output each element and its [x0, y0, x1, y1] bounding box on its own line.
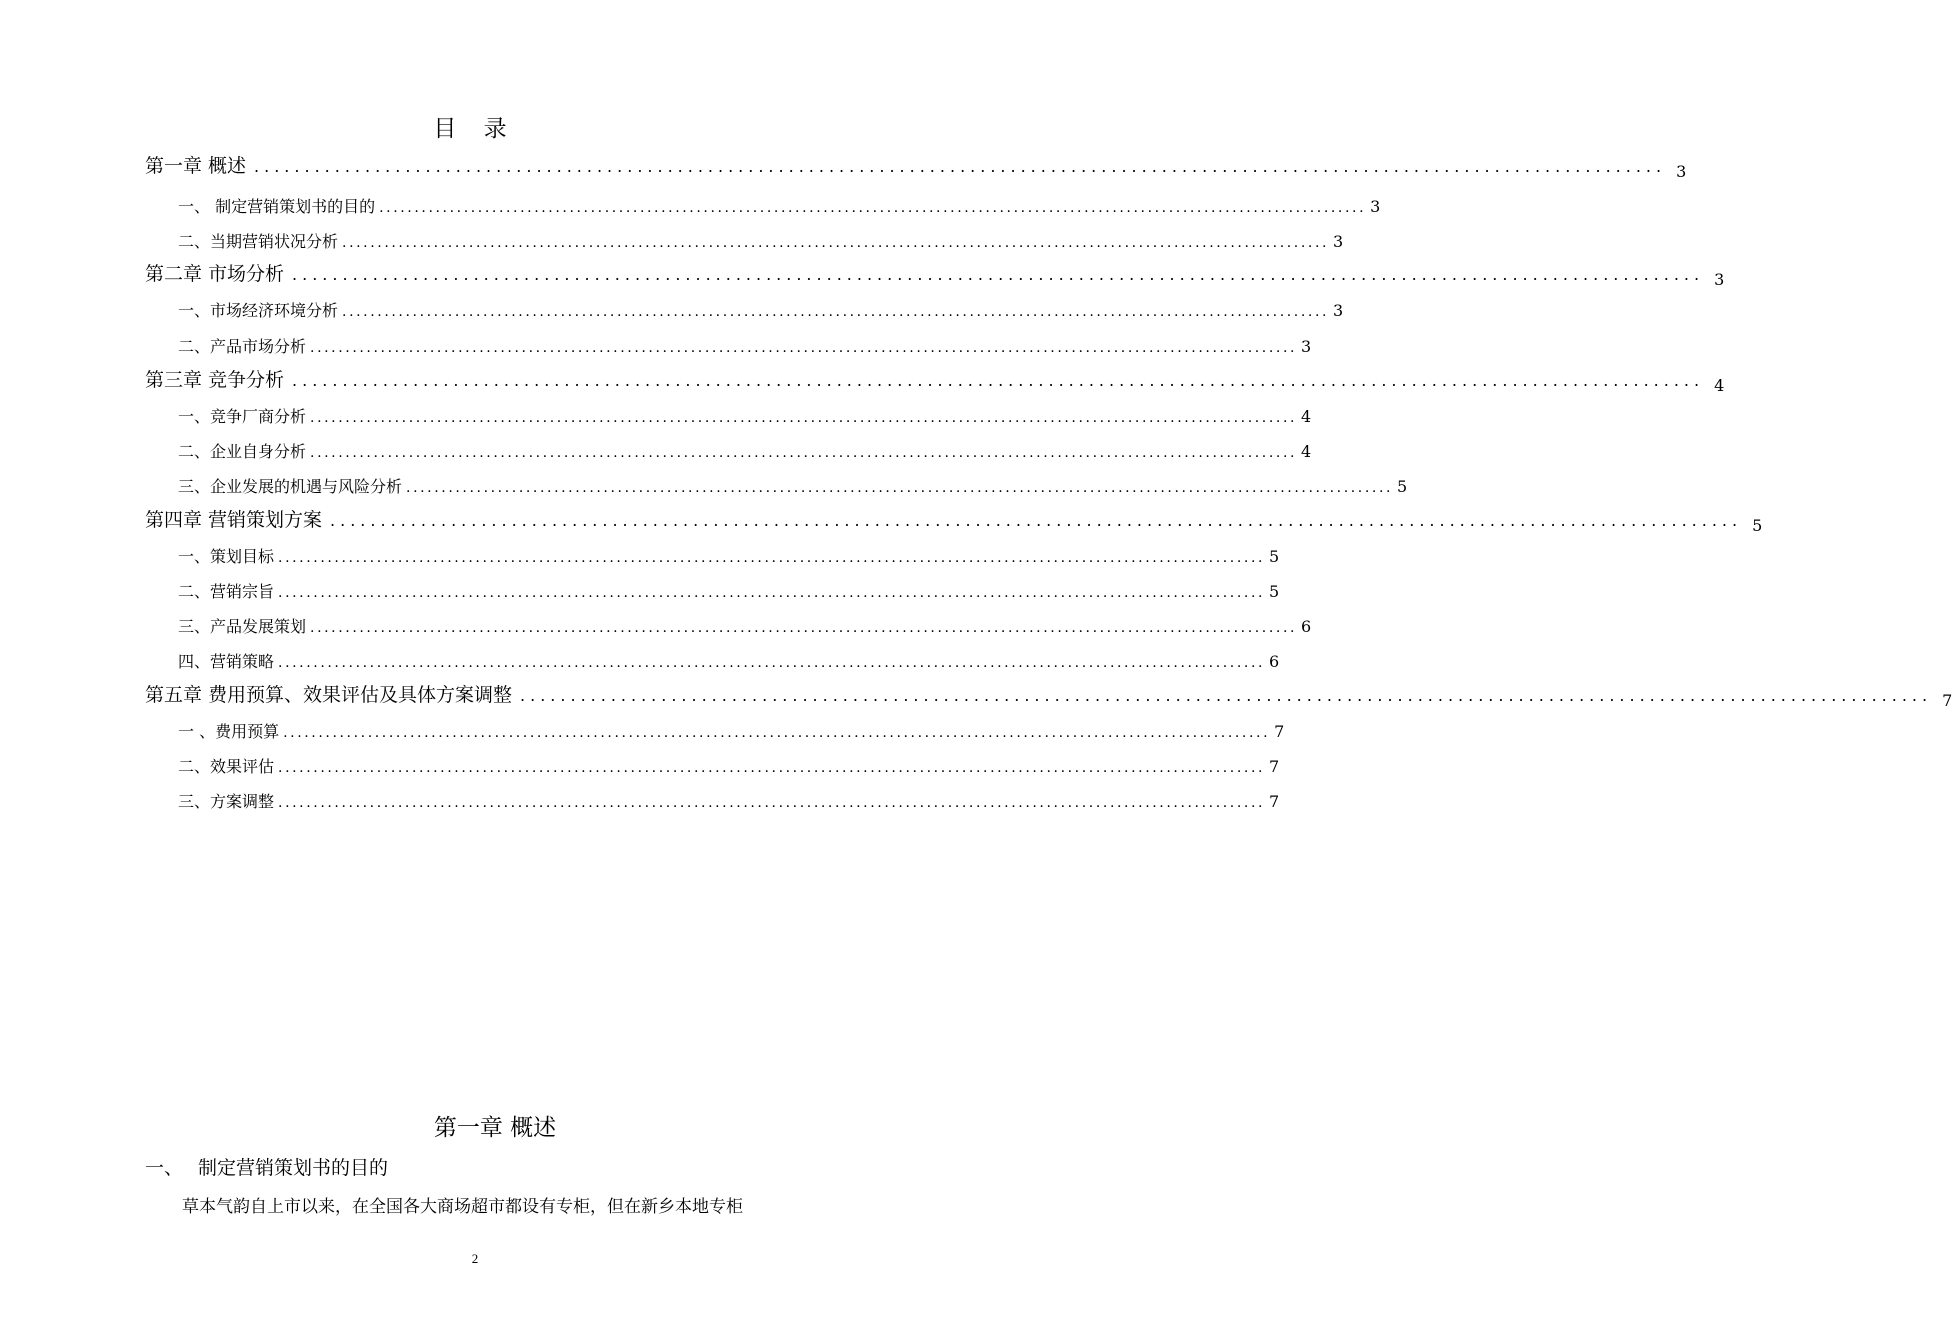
toc-entry-label: 一 、费用预算: [178, 722, 280, 741]
toc-section-entry[interactable]: [178, 196, 1381, 219]
toc-entry-label: 二、当期营销状况分析: [178, 232, 339, 251]
toc-dot-leader: ............................................................................................................................................: [342, 304, 1330, 320]
toc-entry-page: 3: [1301, 337, 1312, 356]
toc-dot-leader: ............................................................................................................................................: [278, 585, 1266, 601]
toc-entry-label: 第五章 费用预算、效果评估及具体方案调整: [145, 684, 513, 706]
toc-entry-label: 第四章 营销策划方案: [145, 509, 323, 531]
toc-dot-leader: ............................................................................................................................................: [520, 686, 1933, 705]
toc-dot-leader: ............................................................................................................................................: [310, 410, 1298, 426]
toc-chapter-entry[interactable]: [145, 682, 1952, 710]
toc-entry-label: 二、企业自身分析: [178, 442, 307, 461]
toc-dot-leader: ............................................................................................................................................: [292, 265, 1705, 284]
toc-entry-page: 3: [1333, 301, 1344, 320]
toc-entry-label: 第一章 概述: [145, 155, 247, 177]
toc-entry-label: 二、效果评估: [178, 757, 275, 776]
toc-entry-page: 6: [1269, 652, 1280, 671]
toc-section-entry[interactable]: [178, 476, 1408, 499]
toc-dot-leader: ............................................................................................................................................: [283, 725, 1271, 741]
toc-dot-leader: ............................................................................................................................................: [278, 550, 1266, 566]
toc-entry-label: 二、产品市场分析: [178, 337, 307, 356]
toc-entry-page: 7: [1269, 757, 1280, 776]
toc-section-entry[interactable]: [178, 756, 1280, 779]
toc-section-entry[interactable]: [178, 651, 1280, 674]
toc-entry-label: 一、 制定营销策划书的目的: [178, 197, 376, 216]
toc-dot-leader: ............................................................................................................................................: [278, 760, 1266, 776]
toc-entry-page: 7: [1942, 691, 1952, 710]
toc-section-entry[interactable]: [178, 231, 1344, 254]
toc-section-entry[interactable]: [178, 300, 1344, 323]
toc-entry-label: 第三章 竞争分析: [145, 369, 285, 391]
toc-entry-page: 4: [1301, 442, 1312, 461]
toc-entry-page: 6: [1301, 617, 1312, 636]
toc-section-entry[interactable]: [178, 441, 1312, 464]
toc-section-entry[interactable]: [178, 546, 1280, 569]
toc-section-entry[interactable]: [178, 336, 1312, 359]
toc-entry-page: 7: [1274, 722, 1285, 741]
toc-entry-label: 第二章 市场分析: [145, 263, 285, 285]
toc-chapter-entry[interactable]: [145, 261, 1725, 289]
toc-dot-leader: ............................................................................................................................................: [254, 157, 1667, 176]
toc-dot-leader: ............................................................................................................................................: [406, 480, 1394, 496]
toc-section-entry[interactable]: [178, 581, 1280, 604]
section-heading-text: 制定营销策划书的目的: [198, 1157, 389, 1179]
toc-entry-label: 四、营销策略: [178, 652, 275, 671]
toc-dot-leader: ............................................................................................................................................: [330, 511, 1743, 530]
toc-dot-leader: ............................................................................................................................................: [310, 445, 1298, 461]
toc-section-entry[interactable]: [178, 406, 1312, 429]
toc-section-entry[interactable]: [178, 616, 1312, 639]
toc-entry-page: 4: [1714, 376, 1725, 395]
toc-entry-page: 3: [1714, 270, 1725, 289]
toc-entry-page: 5: [1269, 582, 1280, 601]
toc-title: 目 录: [433, 116, 517, 142]
toc-dot-leader: ............................................................................................................................................: [278, 655, 1266, 671]
toc-dot-leader: ............................................................................................................................................: [278, 795, 1266, 811]
toc-section-entry[interactable]: [178, 721, 1285, 744]
toc-entry-page: 5: [1397, 477, 1408, 496]
toc-entry-label: 一、竞争厂商分析: [178, 407, 307, 426]
toc-chapter-entry[interactable]: [145, 153, 1687, 181]
toc-entry-label: 三、方案调整: [178, 792, 275, 811]
toc-dot-leader: ............................................................................................................................................: [292, 371, 1705, 390]
toc-entry-page: 5: [1752, 516, 1763, 535]
toc-entry-label: 一、策划目标: [178, 547, 275, 566]
toc-entry-label: 三、企业发展的机遇与风险分析: [178, 477, 403, 496]
toc-section-entry[interactable]: [178, 791, 1280, 814]
toc-entry-page: 3: [1676, 162, 1687, 181]
toc-dot-leader: ............................................................................................................................................: [342, 235, 1330, 251]
toc-dot-leader: ............................................................................................................................................: [310, 620, 1298, 636]
toc-entry-page: 7: [1269, 792, 1280, 811]
body-paragraph: 草本气韵自上市以来，在全国各大商场超市都设有专柜，但在新乡本地专柜: [182, 1197, 743, 1217]
toc-entry-page: 3: [1333, 232, 1344, 251]
section-heading: [145, 1154, 388, 1182]
toc-chapter-entry[interactable]: [145, 367, 1725, 395]
toc-entry-label: 三、产品发展策划: [178, 617, 307, 636]
toc-dot-leader: ............................................................................................................................................: [379, 200, 1367, 216]
toc-entry-page: 4: [1301, 407, 1312, 426]
page-number: 2: [471, 1251, 479, 1266]
toc-entry-label: 二、营销宗旨: [178, 582, 275, 601]
chapter-heading: 第一章 概述: [433, 1115, 557, 1141]
toc-chapter-entry[interactable]: [145, 507, 1763, 535]
toc-entry-label: 一、市场经济环境分析: [178, 301, 339, 320]
section-heading-number: 一、: [145, 1157, 184, 1179]
toc-dot-leader: ............................................................................................................................................: [310, 340, 1298, 356]
toc-entry-page: 3: [1370, 197, 1381, 216]
toc-entry-page: 5: [1269, 547, 1280, 566]
